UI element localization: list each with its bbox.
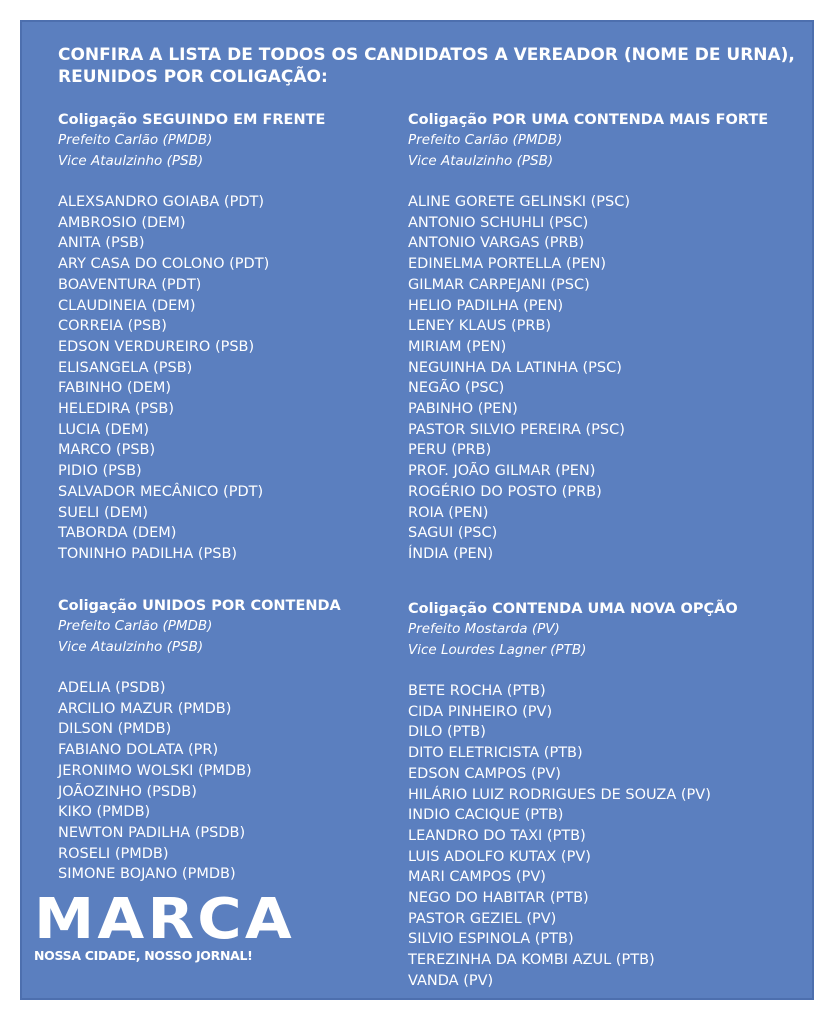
coalition-name: UNIDOS POR CONTENDA	[142, 598, 341, 614]
coalition-prefix: Coligação	[408, 112, 488, 128]
headline: CONFIRA A LISTA DE TODOS OS CANDIDATOS A VEREADOR (NOME DE URNA), REUNIDOS POR COLIGAÇÃO:	[58, 45, 795, 87]
coalition-prefix: Coligação	[58, 112, 138, 128]
candidate-item: SAGUI (PSC)	[408, 525, 498, 542]
candidate-item: ROSELI (PMDB)	[58, 845, 169, 862]
candidate-item: KIKO (PMDB)	[58, 804, 151, 821]
coalition-name: POR UMA CONTENDA MAIS FORTE	[492, 112, 769, 128]
candidate-item: NEGUINHA DA LATINHA (PSC)	[408, 359, 622, 376]
candidate-item: PABINHO (PEN)	[408, 401, 518, 418]
candidate-item: PROF. JOÃO GILMAR (PEN)	[408, 463, 596, 480]
candidate-item: VANDA (PV)	[408, 972, 494, 989]
coalition-prefix: Coligação	[58, 598, 138, 614]
coalition-prefix: Coligação	[408, 601, 488, 617]
coalition-name: SEGUINDO EM FRENTE	[142, 112, 326, 128]
candidate-item: HELIO PADILHA (PEN)	[408, 297, 564, 314]
candidate-item: DILSON (PMDB)	[58, 721, 172, 738]
candidate-item: LEANDRO DO TAXI (PTB)	[408, 827, 586, 844]
logo-tagline: NOSSA CIDADE, NOSSO JORNAL!	[34, 948, 253, 963]
candidate-item: DITO ELETRICISTA (PTB)	[408, 745, 583, 762]
coalition-title	[58, 596, 341, 616]
candidate-item: EDSON CAMPOS (PV)	[408, 765, 561, 782]
candidate-item: BOAVENTURA (PDT)	[58, 276, 202, 293]
candidate-item: CLAUDINEIA (DEM)	[58, 297, 196, 314]
candidate-item: MARCO (PSB)	[58, 442, 156, 459]
coalition-title	[408, 599, 738, 619]
candidate-item: PASTOR GEZIEL (PV)	[408, 910, 557, 927]
candidate-item: LENEY KLAUS (PRB)	[408, 318, 552, 335]
candidate-item: ROGÉRIO DO POSTO (PRB)	[408, 483, 602, 500]
candidate-item: LUCIA (DEM)	[58, 421, 150, 438]
coalition-por-uma-contenda-mais-forte	[408, 110, 768, 565]
candidate-item: SILVIO ESPINOLA (PTB)	[408, 931, 574, 948]
candidate-list	[58, 192, 325, 565]
coalition-title	[408, 110, 768, 130]
coalition-contenda-uma-nova-opcao	[408, 599, 738, 992]
candidate-item: ARY CASA DO COLONO (PDT)	[58, 256, 270, 273]
candidate-item: TEREZINHA DA KOMBI AZUL (PTB)	[408, 952, 655, 969]
candidate-item: PIDIO (PSB)	[58, 463, 142, 480]
candidates-panel	[20, 20, 814, 1000]
candidate-item: ELISANGELA (PSB)	[58, 359, 193, 376]
candidate-item: ALINE GORETE GELINSKI (PSC)	[408, 194, 630, 210]
candidate-item: TABORDA (DEM)	[58, 525, 177, 542]
candidate-item: HELEDIRA (PSB)	[58, 401, 174, 418]
logo-title: MARCA	[34, 887, 295, 952]
candidate-item: LUIS ADOLFO KUTAX (PV)	[408, 848, 591, 865]
candidate-item: ALEXSANDRO GOIABA (PDT)	[58, 194, 264, 210]
candidate-item: HILÁRIO LUIZ RODRIGUES DE SOUZA (PV)	[408, 786, 711, 803]
coalition-title	[58, 110, 325, 130]
candidate-item: JERONIMO WOLSKI (PMDB)	[58, 762, 252, 779]
candidate-item: ROIA (PEN)	[408, 504, 489, 521]
mayor-candidate: Prefeito Carlão (PMDB)	[58, 618, 213, 634]
candidate-item: CORREIA (PSB)	[58, 318, 167, 335]
candidate-item: JOÃOZINHO (PSDB)	[58, 783, 197, 800]
candidate-item: CIDA PINHEIRO (PV)	[408, 703, 553, 720]
mayor-candidate: Prefeito Carlão (PMDB)	[408, 132, 563, 148]
candidate-item: ANITA (PSB)	[58, 235, 145, 252]
coalition-name: CONTENDA UMA NOVA OPÇÃO	[492, 601, 738, 617]
candidate-item: ANTONIO VARGAS (PRB)	[408, 235, 585, 252]
candidate-item: FABINHO (DEM)	[58, 380, 172, 397]
candidate-list	[58, 678, 341, 885]
candidate-item: GILMAR CARPEJANI (PSC)	[408, 276, 590, 293]
candidate-item: NEWTON PADILHA (PSDB)	[58, 824, 246, 841]
candidate-item: SALVADOR MECÂNICO (PDT)	[58, 483, 264, 500]
coalition-seguindo-em-frente	[58, 110, 325, 565]
candidate-item: PERU (PRB)	[408, 442, 492, 459]
vice-mayor-candidate: Vice Ataulzinho (PSB)	[58, 153, 204, 169]
candidate-item: NEGÃO (PSC)	[408, 380, 505, 397]
marca-logo	[34, 887, 295, 964]
coalition-unidos-por-contenda	[58, 596, 341, 885]
candidate-item: SUELI (DEM)	[58, 504, 149, 521]
candidate-list	[408, 192, 768, 565]
candidate-item: ÍNDIA (PEN)	[408, 545, 494, 562]
candidate-item: MIRIAM (PEN)	[408, 338, 507, 355]
mayor-candidate: Prefeito Carlão (PMDB)	[58, 132, 213, 148]
candidate-item: TONINHO PADILHA (PSB)	[58, 545, 238, 562]
candidate-item: EDSON VERDUREIRO (PSB)	[58, 338, 255, 355]
candidate-item: ADELIA (PSDB)	[58, 680, 166, 696]
candidate-item: SIMONE BOJANO (PMDB)	[58, 866, 236, 883]
candidate-item: INDIO CACIQUE (PTB)	[408, 807, 564, 824]
candidate-item: FABIANO DOLATA (PR)	[58, 742, 219, 759]
candidate-item: BETE ROCHA (PTB)	[408, 683, 546, 699]
candidate-item: PASTOR SILVIO PEREIRA (PSC)	[408, 421, 625, 438]
candidate-list	[408, 681, 738, 992]
candidate-item: MARI CAMPOS (PV)	[408, 869, 546, 886]
candidate-item: NEGO DO HABITAR (PTB)	[408, 890, 589, 907]
vice-mayor-candidate: Vice Ataulzinho (PSB)	[58, 639, 204, 655]
candidate-item: EDINELMA PORTELLA (PEN)	[408, 256, 607, 273]
candidate-item: ARCILIO MAZUR (PMDB)	[58, 700, 232, 717]
candidate-item: ANTONIO SCHUHLI (PSC)	[408, 214, 589, 231]
mayor-candidate: Prefeito Mostarda (PV)	[408, 621, 560, 637]
candidate-item: AMBROSIO (DEM)	[58, 214, 186, 231]
vice-mayor-candidate: Vice Ataulzinho (PSB)	[408, 153, 554, 169]
candidate-item: DILO (PTB)	[408, 724, 486, 741]
vice-mayor-candidate: Vice Lourdes Lagner (PTB)	[408, 642, 587, 658]
